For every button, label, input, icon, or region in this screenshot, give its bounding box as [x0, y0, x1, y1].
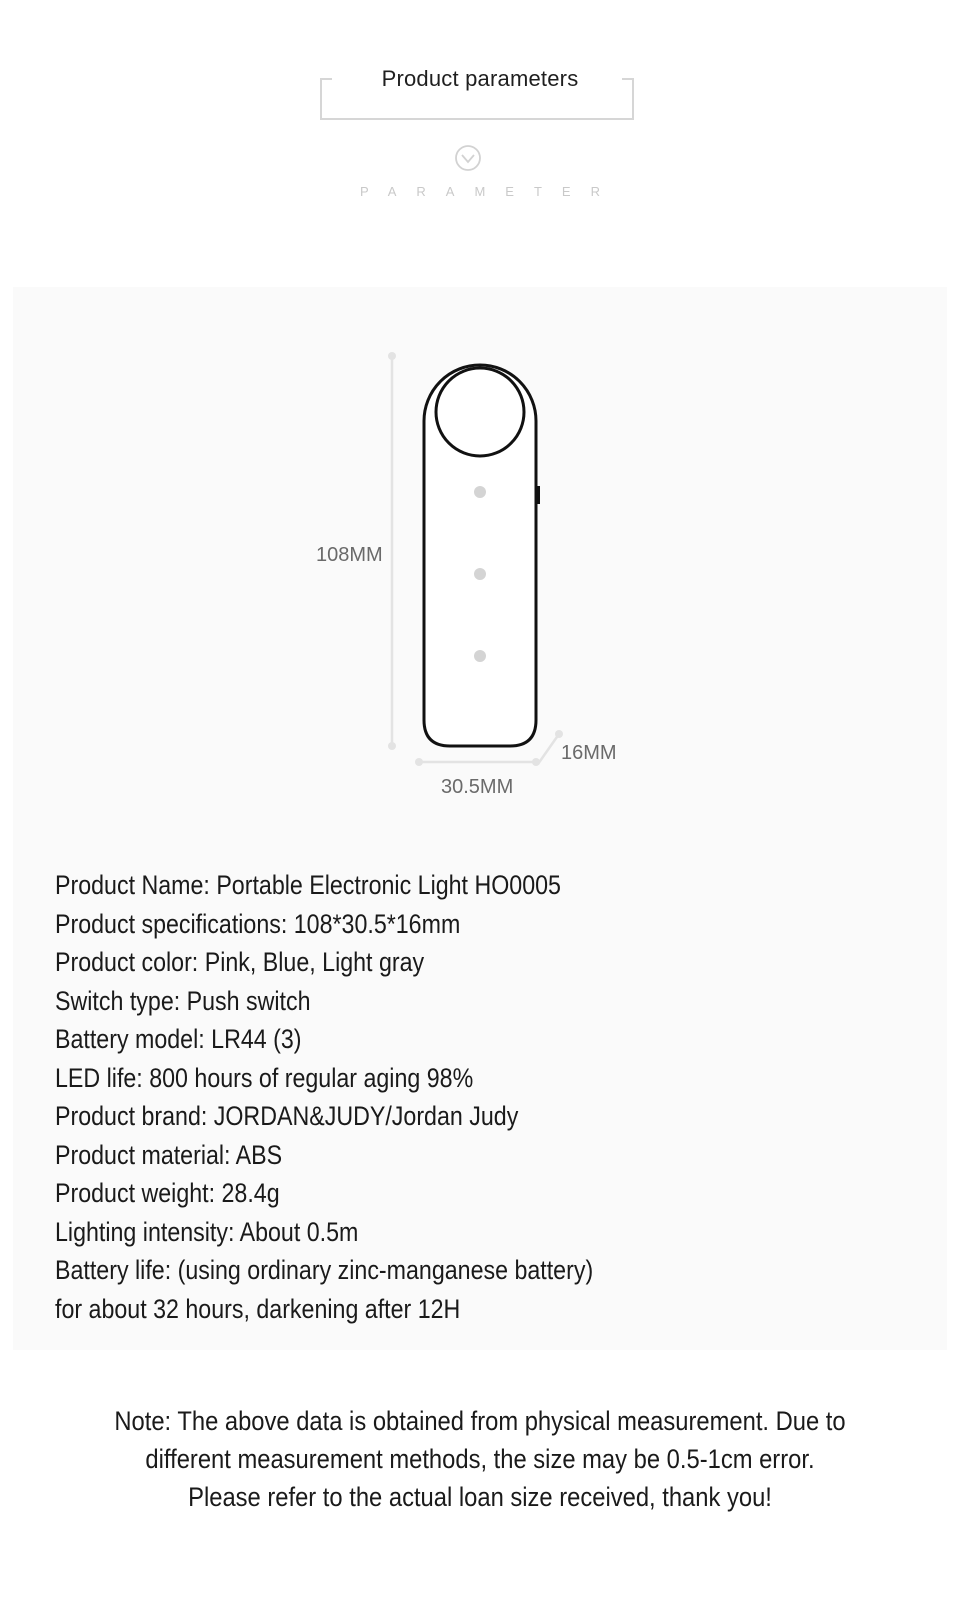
spec-item: Product Name: Portable Electronic Light HO0005	[55, 870, 561, 900]
spec-item: Product specifications: 108*30.5*16mm	[55, 908, 461, 939]
spec-item: Switch type: Push switch	[55, 985, 311, 1016]
spec-item: Battery model: LR44 (3)	[55, 1024, 302, 1054]
spec-item: Battery life: (using ordinary zinc-manganese battery)	[55, 1255, 594, 1285]
spec-item: for about 32 hours, darkening after 12H	[55, 1293, 461, 1324]
spec-item: LED life: 800 hours of regular aging 98%	[55, 1062, 474, 1093]
depth-dimension-label: 16MM	[561, 742, 617, 764]
note-line: different measurement methods, the size may be 0.5-1cm error.	[145, 1444, 815, 1474]
note-line: Note: The above data is obtained from physical measurement. Due to	[114, 1406, 846, 1436]
spec-item: Product material: ABS	[55, 1139, 283, 1170]
spec-item: Product brand: JORDAN&JUDY/Jordan Judy	[55, 1101, 519, 1131]
measurement-note	[0, 1402, 960, 1516]
spec-item: Product weight: 28.4g	[55, 1178, 280, 1208]
spec-list	[55, 866, 681, 1328]
section-subtitle: PARAMETER	[360, 184, 620, 199]
height-dimension-label: 108MM	[316, 544, 383, 566]
spec-item: Product color: Pink, Blue, Light gray	[55, 947, 425, 977]
note-line: Please refer to the actual loan size received, thank you!	[188, 1482, 772, 1512]
width-dimension-label: 30.5MM	[441, 776, 514, 798]
section-title: Product parameters	[381, 66, 579, 91]
spec-item: Lighting intensity: About 0.5m	[55, 1216, 359, 1247]
